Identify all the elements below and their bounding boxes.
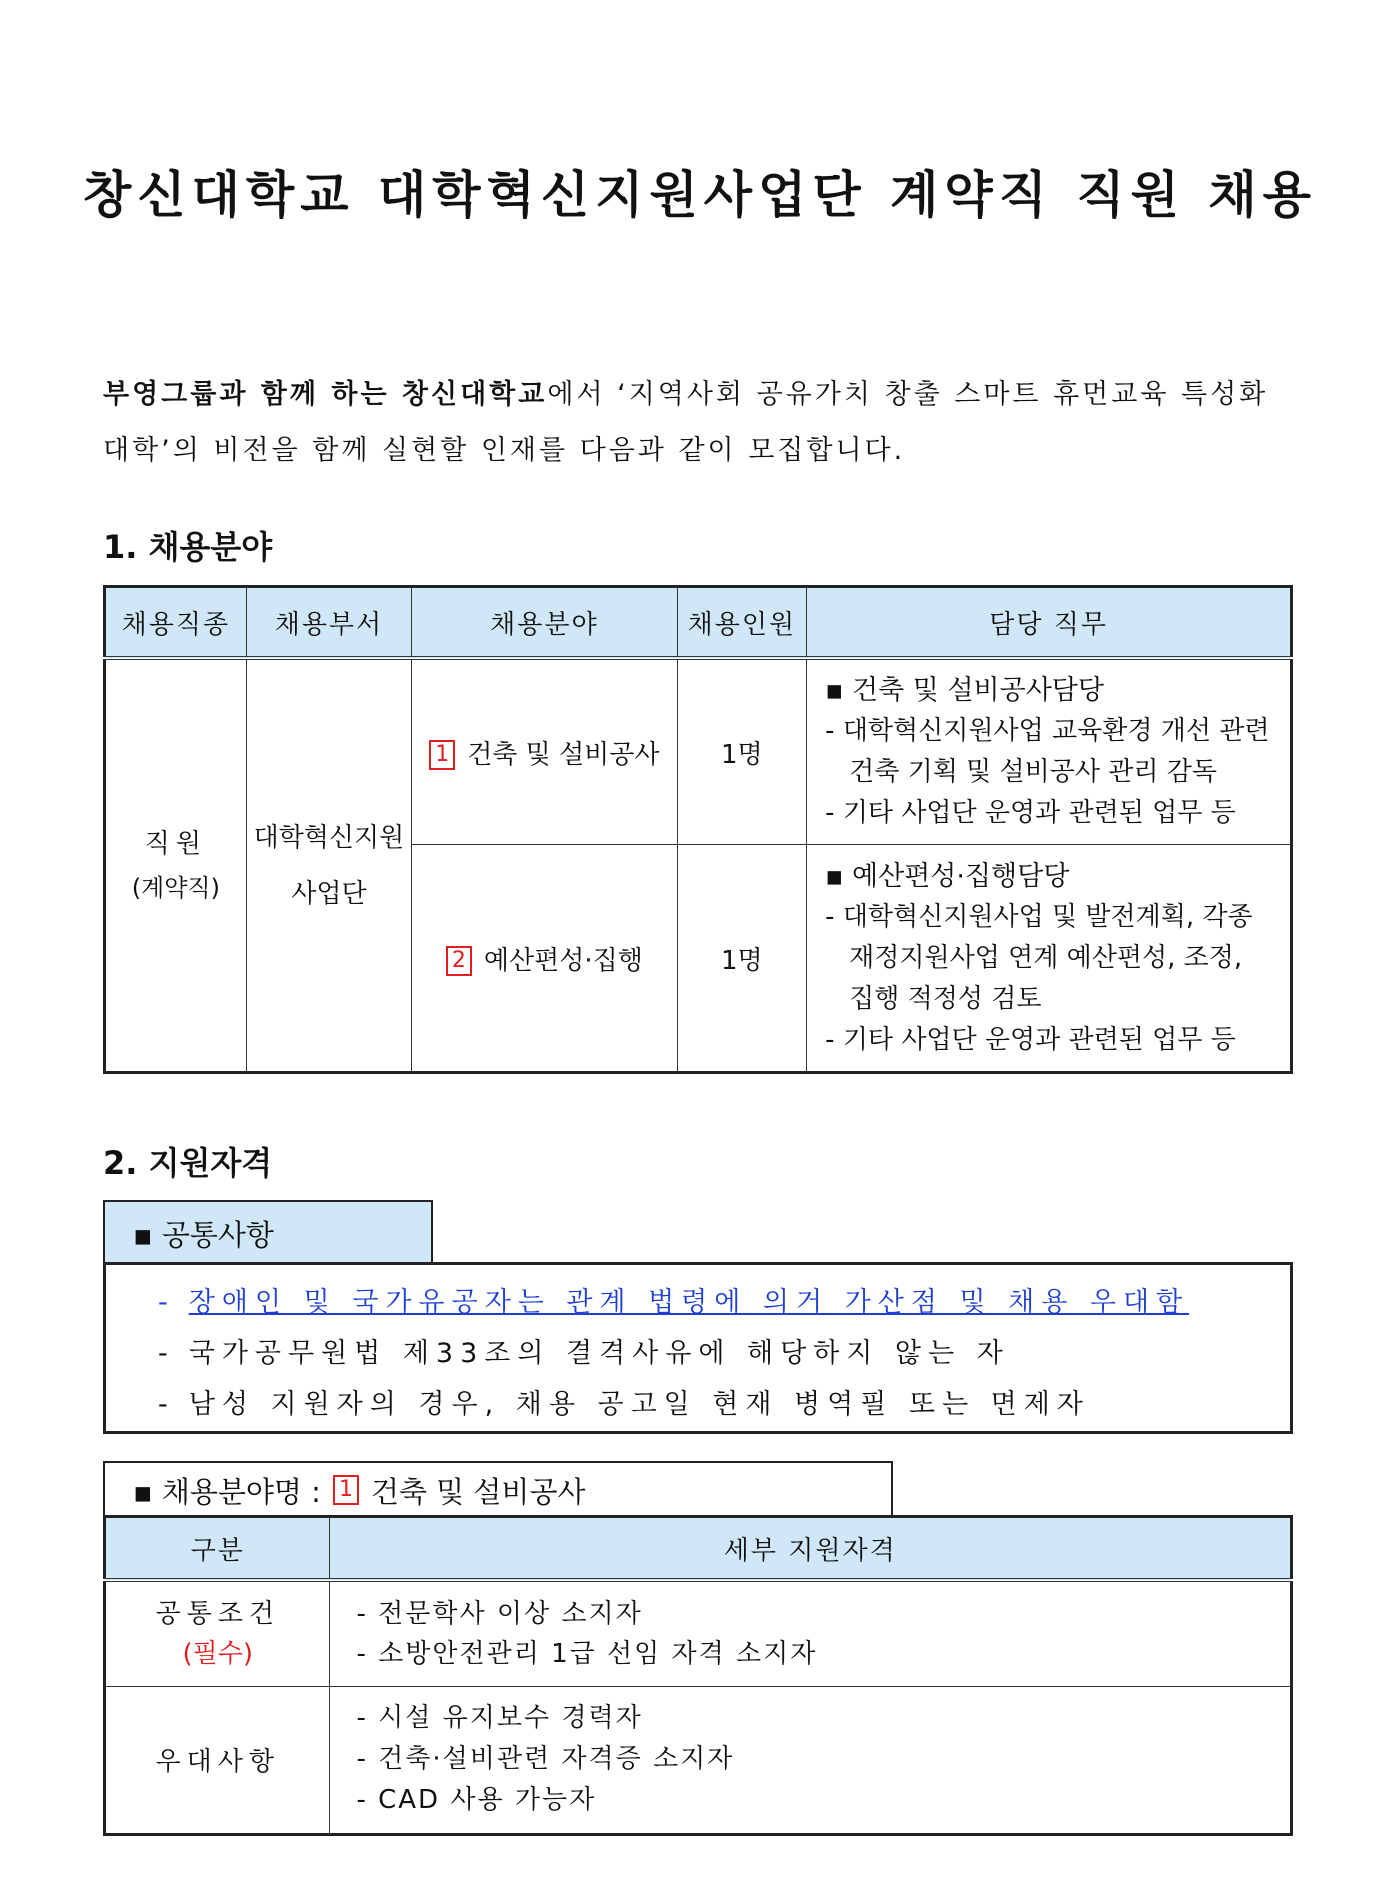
field-tab-prefix: ▪ 채용분야명 : [133,1474,321,1509]
detail-line: - CAD 사용 가능자 [356,1785,597,1815]
field-tab-name: 건축 및 설비공사 [370,1474,586,1509]
field-cell-1 [412,658,677,845]
intro-line-1-rest: 에서 ‘지역사회 공유가치 창출 스마트 휴먼교육 특성화 [547,379,1269,410]
col-header-field: 채용분야 [412,587,677,659]
col-header-headcount: 채용인원 [677,587,807,659]
headcount-cell: 1명 [677,658,807,845]
detail-line: - 건축·설비관련 자격증 소지자 [356,1744,735,1774]
table-header-row [105,587,1292,659]
duty-head: ▪ 건축 및 설비공사담당 [825,675,1104,706]
detail-line: - 전문학사 이상 소지자 [356,1598,643,1629]
field-qualification-table [103,1515,1293,1836]
duty-line: 집행 적정성 검토 [849,983,1042,1014]
col-header-detail: 세부 지원자격 [330,1517,1292,1581]
category-cell [105,1580,330,1686]
duty-line: - 기타 사업단 운영과 관련된 업무 등 [825,798,1236,828]
duty-cell [807,845,1292,1073]
common-requirements-panel [103,1262,1293,1434]
department-line-2: 사업단 [291,878,367,909]
duty-line: 건축 기획 및 설비공사 관리 감독 [849,757,1218,787]
department-cell [246,658,412,1073]
duty-cell [807,658,1292,845]
table-header-row [105,1517,1292,1581]
job-type: 직원 [144,828,207,859]
detail-cell [330,1580,1292,1686]
field-requirements-tab [103,1461,893,1517]
detail-line: - 시설 유지보수 경력자 [356,1703,643,1733]
section-heading-qualifications: 2. 지원자격 [103,1144,273,1182]
job-type-cell [105,658,247,1073]
department-line-1: 대학혁신지원 [253,822,405,853]
table-row [105,658,1292,845]
duty-line: - 기타 사업단 운영과 관련된 업무 등 [825,1024,1236,1055]
common-requirements-tab: ▪ 공통사항 [103,1200,433,1264]
duty-head: ▪ 예산편성·집행담당 [825,860,1070,892]
field-number-badge: 2 [446,946,472,976]
page-title: 창신대학교 대학혁신지원사업단 계약직 직원 채용 [83,166,1317,224]
field-number-badge: 1 [429,740,455,770]
category-label: 공통조건 [155,1598,280,1629]
duty-line: - 대학혁신지원사업 및 발전계획, 각종 [825,901,1253,932]
col-header-duty: 담당 직무 [807,587,1292,659]
duty-line: - 대학혁신지원사업 교육환경 개선 관련 [825,716,1270,746]
headcount-cell: 1명 [677,845,807,1073]
col-header-job-type: 채용직종 [105,587,247,659]
requirement-text: 국가공무원법 제33조의 결격사유에 해당하지 않는 자 [188,1338,1010,1369]
table-row [105,1686,1292,1834]
required-label: (필수) [182,1638,253,1669]
job-type-sub: (계약직) [131,873,220,902]
list-item: - 장애인 및 국가유공자는 관계 법령에 의거 가산점 및 채용 우대함 [158,1287,1190,1318]
detail-cell [330,1686,1292,1834]
col-header-department: 채용부서 [246,587,412,659]
intro-bold: 부영그룹과 함께 하는 창신대학교 [103,379,548,410]
intro-line-1 [103,372,1303,411]
field-name: 건축 및 설비공사 [467,739,660,770]
list-item: - 국가공무원법 제33조의 결격사유에 해당하지 않는 자 [158,1338,1010,1369]
intro-line-2: 대학’의 비전을 함께 실현할 인재를 다음과 같이 모집합니다. [103,435,906,466]
table-row [105,1580,1292,1686]
col-header-category: 구분 [105,1517,330,1581]
section-heading-recruit-field: 1. 채용분야 [103,528,273,566]
category-cell: 우대사항 [105,1686,330,1834]
list-item: - 남성 지원자의 경우, 채용 공고일 현재 병역필 또는 면제자 [158,1389,1090,1420]
preference-notice-link[interactable]: 장애인 및 국가유공자는 관계 법령에 의거 가산점 및 채용 우대함 [188,1287,1190,1318]
recruit-field-table [103,585,1293,1074]
requirement-text: 남성 지원자의 경우, 채용 공고일 현재 병역필 또는 면제자 [188,1389,1090,1420]
field-name: 예산편성·집행 [483,945,643,976]
field-cell-2 [412,845,677,1073]
field-number-badge: 1 [333,1475,359,1505]
duty-line: 재정지원사업 연계 예산편성, 조정, [849,942,1243,973]
detail-line: - 소방안전관리 1급 선임 자격 소지자 [356,1638,818,1669]
